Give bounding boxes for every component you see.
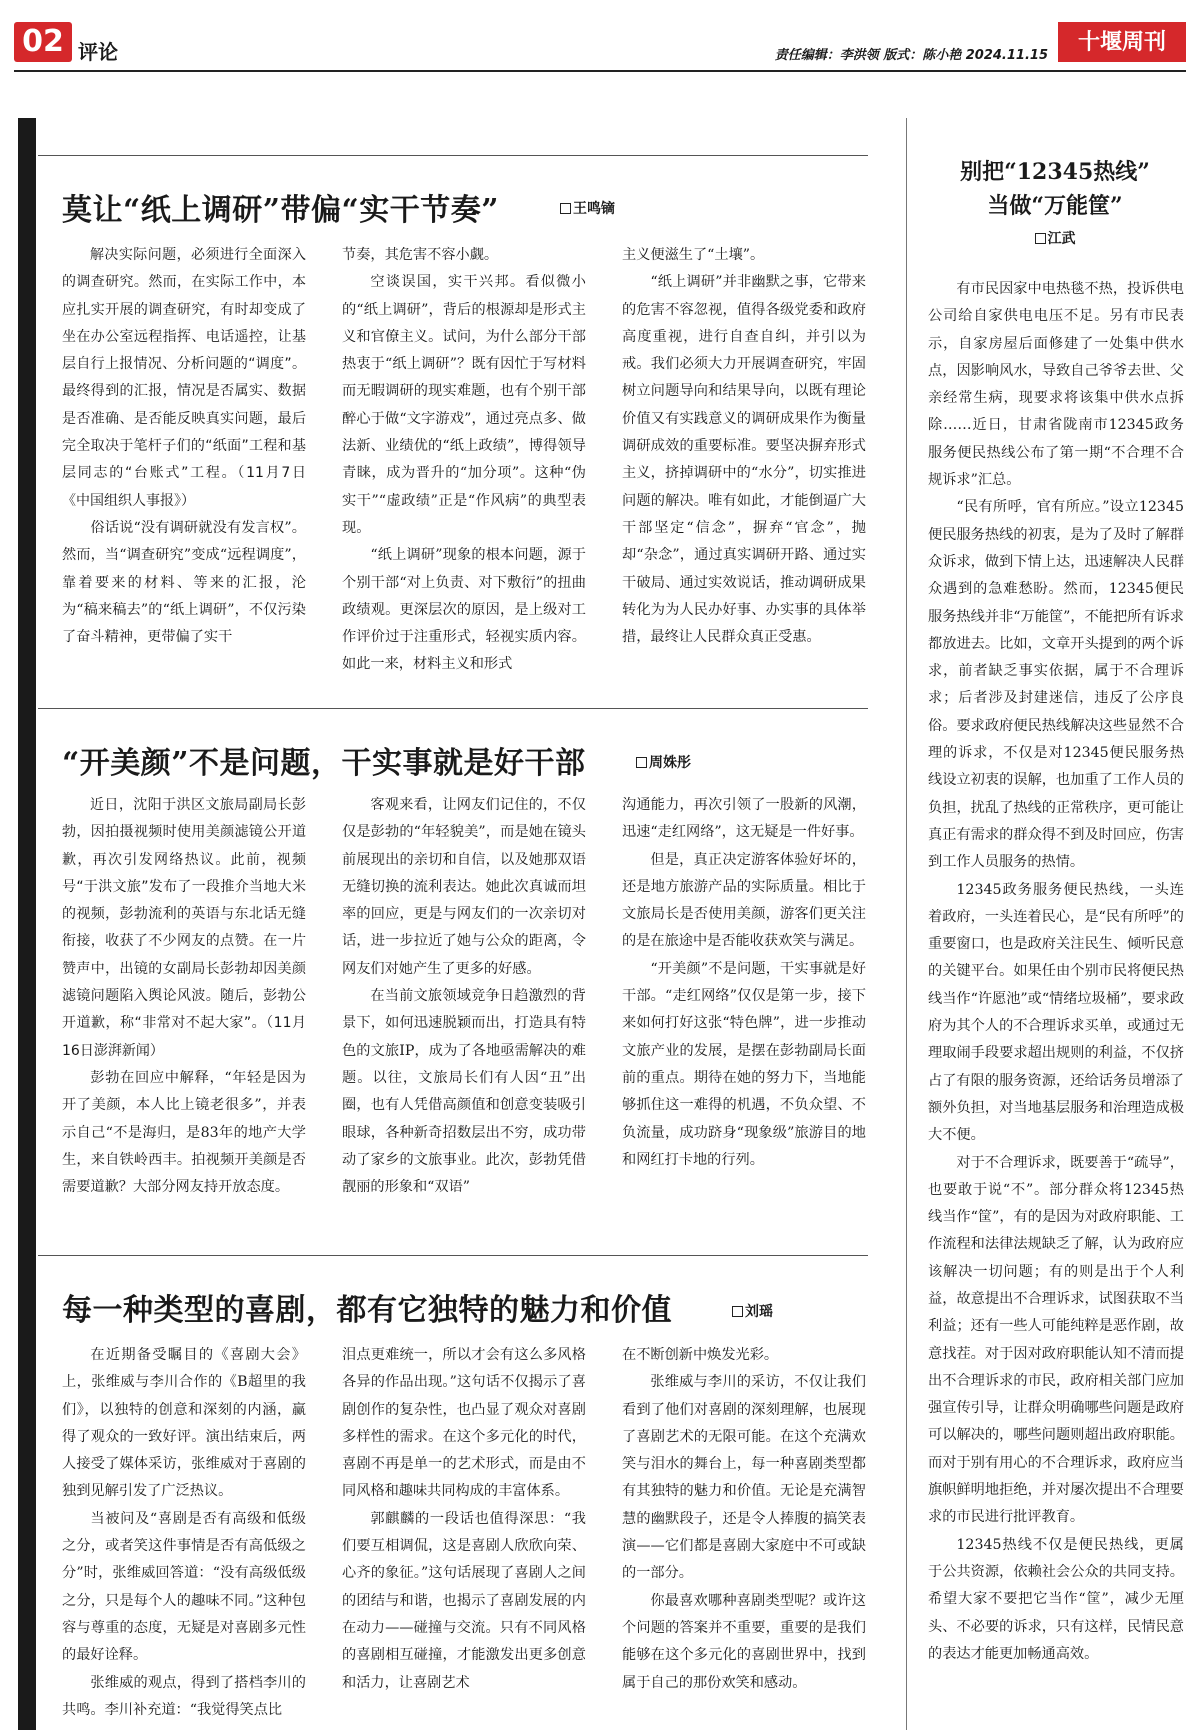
article-title-1: 莫让“纸上调研”带偏“实干节奏” bbox=[62, 193, 500, 228]
paragraph: 郭麒麟的一段话也值得深思：“我们要互相调侃，这是喜剧人欣欣向荣、心齐的象征。”这句话展现了喜剧人之间的团结与和谐，也揭示了喜剧发展的内在动力——碰撞与交流。只有不同风格的喜剧相互碰撞，才能激发出更多创意和活力，让喜剧艺术 bbox=[342, 1510, 586, 1691]
article-3-column-2 bbox=[342, 1342, 586, 1697]
article-rule bbox=[38, 1255, 868, 1256]
article-2-column-2 bbox=[342, 792, 586, 1201]
article-1-column-1 bbox=[62, 242, 306, 651]
paragraph: 张维威与李川的采访，不仅让我们看到了他们对喜剧的深刻理解，也展现了喜剧艺术的无限可能。在这个充满欢笑与泪水的舞台上，每一种喜剧类型都有其独特的魅力和价值。无论是充满智慧的幽默段子，还是令人捧腹的搞笑表演——它们都是喜剧大家庭中不可或缺的一部分。 bbox=[622, 1374, 866, 1582]
article-byline-1: 王鸣镝 bbox=[560, 198, 615, 218]
sidebar-title-line-1: 别把“12345热线” bbox=[960, 159, 1150, 185]
article-rule bbox=[38, 155, 868, 156]
paragraph: 节奏，其危害不容小觑。 bbox=[342, 247, 499, 263]
paragraph: 近日，沈阳于洪区文旅局副局长彭勃，因拍摄视频时使用美颜滤镜公开道歉，再次引发网络热议。此前，视频号“于洪文旅”发布了一段推介当地大米的视频，彭勃流利的英语与东北话无缝衔接，收获了不少网友的点赞。在一片赞声中，出镜的女副局长彭勃却因美颜滤镜问题陷入舆论风波。随后，彭勃公开道歉，称“非常对不起大家”。（11月16日澎湃新闻） bbox=[62, 797, 306, 1059]
paragraph: 在不断创新中焕发光彩。 bbox=[622, 1347, 779, 1363]
sidebar-title-line-2: 当做“万能筐” bbox=[987, 193, 1123, 219]
article-2-column-1 bbox=[62, 792, 306, 1201]
section-title: 评论 bbox=[78, 40, 118, 64]
article-1-column-2 bbox=[342, 242, 586, 679]
paragraph: 张维威的观点，得到了搭档李川的共鸣。李川补充道：“我觉得笑点比 bbox=[62, 1674, 306, 1718]
paragraph: 在近期备受瞩目的《喜剧大会》上，张维威与李川合作的《B超里的我们》，以独特的创意和深刻的内涵，赢得了观众的一致好评。演出结束后，两人接受了媒体采访，张维威对于喜剧的独到见解引发了广泛热议。 bbox=[62, 1347, 306, 1500]
article-3-column-3 bbox=[622, 1342, 866, 1697]
editor-meta: 责任编辑：李洪领 版式：陈小艳 2024.11.15 bbox=[774, 48, 1048, 63]
paragraph: 你最喜欢哪种喜剧类型呢？或许这个问题的答案并不重要，重要的是我们能够在这个多元化的喜剧世界中，找到属于自己的那份欢笑和感动。 bbox=[622, 1592, 866, 1691]
article-rule bbox=[38, 708, 868, 709]
paragraph: 俗话说“没有调研就没有发言权”。然而，当“调查研究”变成“远程调度”，靠着要来的材料、等来的汇报，沦为“稿来稿去”的“纸上调研”，不仅污染了奋斗精神，更带偏了实干 bbox=[62, 519, 306, 646]
paragraph: 当被问及“喜剧是否有高级和低级之分，或者笑这件事情是否有高低级之分”时，张维威回答道：“没有高级低级之分，只是每个人的趣味不同。”这种包容与尊重的态度，无疑是对喜剧多元性的最好诠释。 bbox=[62, 1510, 306, 1664]
article-3-column-1 bbox=[62, 1342, 306, 1724]
left-accent-bar bbox=[18, 118, 36, 1730]
paragraph: 空谈误国，实干兴邦。看似微小的“纸上调研”，背后的根源却是形式主义和官僚主义。试问，为什么部分干部热衷于“纸上调研”？既有因忙于写材料而无暇调研的现实难题，也有个别干部醉心于做“文字游戏”，通过亮点多、做法新、业绩优的“纸上政绩”，博得领导青睐，成为晋升的“加分项”。这种“伪实干”“虚政绩”正是“作风病”的典型表现。 bbox=[342, 274, 586, 536]
article-2-column-3 bbox=[622, 792, 866, 1174]
paragraph: “纸上调研”并非幽默之事，它带来的危害不容忽视，值得各级党委和政府高度重视，进行自查自纠，并引以为戒。我们必须大力开展调查研究，牢固树立问题导向和结果导向，以既有理论价值又有实践意义的调研成果作为衡量调研成效的重要标准。要坚决摒弃形式主义，挤掉调研中的“水分”，切实推进问题的解决。唯有如此，才能倒逼广大干部坚定“信念”，摒弃“官念”，抛却“杂念”，通过真实调研开路、通过实干破局、通过实效说话，推动调研成果转化为为人民办好事、办实事的具体举措，最终让人民群众真正受惠。 bbox=[622, 274, 866, 646]
paragraph: 12345热线不仅是便民热线，更属于公共资源，依赖社会公众的共同支持。希望大家不要把它当作“筐”，减少无厘头、不必要的诉求，只有这样，民情民意的表达才能更加畅通高效。 bbox=[928, 1536, 1184, 1662]
paragraph: “纸上调研”现象的根本问题，源于个别干部“对上负责、对下敷衍”的扭曲政绩观。更深层次的原因，是上级对工作评价过于注重形式，轻视实质内容。如此一来，材料主义和形式 bbox=[342, 547, 586, 673]
paragraph: “开美颜”不是问题，干实事就是好干部。“走红网络”仅仅是第一步，接下来如何打好这张“特色牌”，进一步推动文旅产业的发展，是摆在彭勃副局长面前的重点。期待在她的努力下，当地能够抓住这一难得的机遇，不负众望、不负流量，成功跻身“现象级”旅游目的地和网红打卡地的行列。 bbox=[622, 960, 866, 1168]
header-rule bbox=[14, 70, 1186, 72]
paragraph: 12345政务服务便民热线，一头连着政府，一头连着民心，是“民有所呼”的重要窗口，也是政府关注民生、倾听民意的关键平台。如果任由个别市民将便民热线当作“许愿池”或“情绪垃圾桶”，要求政府为其个人的不合理诉求买单，或通过无理取闹手段要求超出规则的利益，不仅挤占了有限的服务资源，还给话务员增添了额外负担，对当地基层服务和治理造成极大不便。 bbox=[928, 881, 1185, 1144]
sidebar-title bbox=[910, 155, 1200, 223]
page-number: 02 bbox=[14, 22, 72, 62]
article-title-3: 每一种类型的喜剧，都有它独特的魅力和价值 bbox=[62, 1293, 672, 1328]
paragraph: 但是，真正决定游客体验好坏的，还是地方旅游产品的实际质量。相比于文旅局长是否使用美颜，游客们更关注的是在旅途中是否能收获欢笑与满足。 bbox=[622, 851, 866, 950]
article-byline-3: 刘瑶 bbox=[732, 1301, 773, 1321]
sidebar-byline-wrap bbox=[910, 228, 1200, 248]
paragraph: 解决实际问题，必须进行全面深入的调查研究。然而，在实际工作中，本应扎实开展的调查研究，有时却变成了坐在办公室远程指挥、电话遥控，让基层自行上报情况、分析问题的“调度”。最终得到的汇报，情况是否属实、数据是否准确、是否能反映真实问题，最后完全取决于笔杆子们的“纸面”工程和基层同志的“台账式”工程。（11月7日《中国组织人事报》） bbox=[62, 247, 306, 509]
paragraph: 对于不合理诉求，既要善于“疏导”，也要敢于说“不”。部分群众将12345热线当作“筐”，有的是因为对政府职能、工作流程和法律法规缺乏了解，认为政府应该解决一切问题；有的则是出于个人利益，故意提出不合理诉求，试图获取不当利益；还有一些人可能纯粹是恶作剧，故意找茬。对于因对政府职能认知不清而提出不合理诉求的市民，政府相关部门应加强宣传引导，让群众明确哪些问题是政府可以解决的，哪些问题则超出政府职能。而对于别有用心的不合理诉求，政府应当旗帜鲜明地拒绝，并对屡次提出不合理要求的市民进行批评教育。 bbox=[928, 1154, 1184, 1526]
paragraph: 泪点更难统一，所以才会有这么多风格各异的作品出现。”这句话不仅揭示了喜剧创作的复杂性，也凸显了观众对喜剧多样性的需求。在这个多元化的时代，喜剧不再是单一的艺术形式，而是由不同风格和趣味共同构成的丰富体系。 bbox=[342, 1347, 586, 1500]
paragraph: 客观来看，让网友们记住的，不仅仅是彭勃的“年轻貌美”，而是她在镜头前展现出的亲切和自信，以及她那双语无缝切换的流利表达。她此次真诚而坦率的回应，更是与网友们的一次亲切对话，进一步拉近了她与公众的距离，令网友们对她产生了更多的好感。 bbox=[342, 797, 586, 977]
paragraph: 有市民因家中电热毯不热，投诉供电公司给自家供电电压不足。另有市民表示，自家房屋后面修建了一处集中供水点，因影响风水，导致自己爷爷去世、父亲经常生病，现要求将该集中供水点拆除……近日，甘肃省陇南市12345政务服务便民热线公布了第一期“不合理不合规诉求”汇总。 bbox=[928, 281, 1184, 489]
paragraph: 在当前文旅领域竞争日趋激烈的背景下，如何迅速脱颖而出，打造具有特色的文旅IP，成为了各地亟需解决的难题。以往，文旅局长们有人因“丑”出圈，也有人凭借高颜值和创意变装吸引眼球，各种新奇招数层出不穷，成功带动了家乡的文旅事业。此次，彭勃凭借靓丽的形象和“双语” bbox=[342, 988, 586, 1196]
sidebar-body bbox=[928, 276, 1184, 1668]
sidebar-byline: 江武 bbox=[1035, 231, 1076, 247]
paragraph: 主义便滋生了“土壤”。 bbox=[622, 247, 765, 263]
column-divider bbox=[906, 118, 907, 1730]
article-byline-2: 周姝彤 bbox=[636, 752, 691, 772]
article-1-column-3 bbox=[622, 242, 866, 651]
paragraph: 彭勃在回应中解释，“年轻是因为开了美颜，本人比上镜老很多”，并表示自己“不是海归，是83年的地产大学生，来自铁岭西丰。拍视频开美颜是否需要道歉？大部分网友持开放态度。 bbox=[62, 1069, 306, 1196]
paragraph: “民有所呼，官有所应。”设立12345便民服务热线的初衷，是为了及时了解群众诉求，做到下情上达，迅速解决人民群众遇到的急难愁盼。然而，12345便民服务热线并非“万能筐”，不能把所有诉求都放进去。比如，文章开头提到的两个诉求，前者缺乏事实依据，属于不合理诉求；后者涉及封建迷信，违反了公序良俗。要求政府便民热线解决这些显然不合理的诉求，不仅是对12345便民服务热线设立初衷的误解，也加重了工作人员的负担，扰乱了热线的正常秩序，更可能让真正有需求的群众得不到及时回应，伤害到工作人员服务的热情。 bbox=[928, 499, 1184, 871]
masthead-logo: 十堰周刊 bbox=[1058, 22, 1186, 62]
article-title-2: “开美颜”不是问题，干实事就是好干部 bbox=[62, 746, 586, 781]
paragraph: 沟通能力，再次引领了一股新的风潮，迅速“走红网络”，这无疑是一件好事。 bbox=[622, 797, 866, 841]
